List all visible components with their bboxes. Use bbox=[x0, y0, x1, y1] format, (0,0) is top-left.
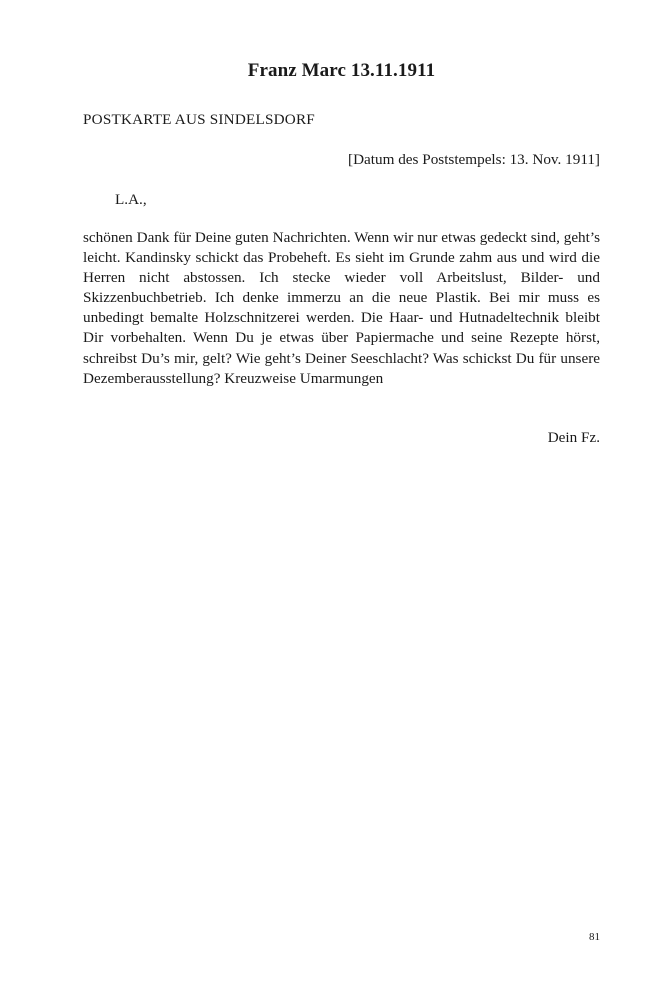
document-type-heading: POSTKARTE AUS SINDELSDORF bbox=[83, 111, 315, 128]
letter-title: Franz Marc 13.11.1911 bbox=[247, 60, 436, 81]
document-page bbox=[83, 0, 600, 990]
page-number: 81 bbox=[589, 931, 600, 943]
signature-closing: Dein Fz. bbox=[547, 429, 600, 446]
postmark-date-note: [Datum des Poststempels: 13. Nov. 1911] bbox=[348, 151, 600, 168]
salutation: L.A., bbox=[115, 191, 147, 208]
letter-body: schönen Dank für Deine guten Nachrichten. Wenn wir nur etwas gedeckt sind, geht’s leicht. Kandinsky schickt das Probeheft. Es sieht im Grunde zahm aus und wird die Herren nicht abstossen. Ich stecke wieder voll Arbeitslust, Bilder- und Skizzenbuchbetrieb. Ich denke immerzu an die neue Plastik. Bei mir muss es unbedingt bemalte Holzschnitzerei werden. Die Haar- und Hutnadeltechnik bleibt Dir vorbehalten. Wenn Du je etwas über Papiermache und seine Rezepte hörst, schreibst Du’s mir, gelt? Wie geht’s Deiner Seeschlacht? Was schickst Du für unsere Dezemberausstellung? Kreuzweise Umarmungen bbox=[83, 229, 600, 387]
